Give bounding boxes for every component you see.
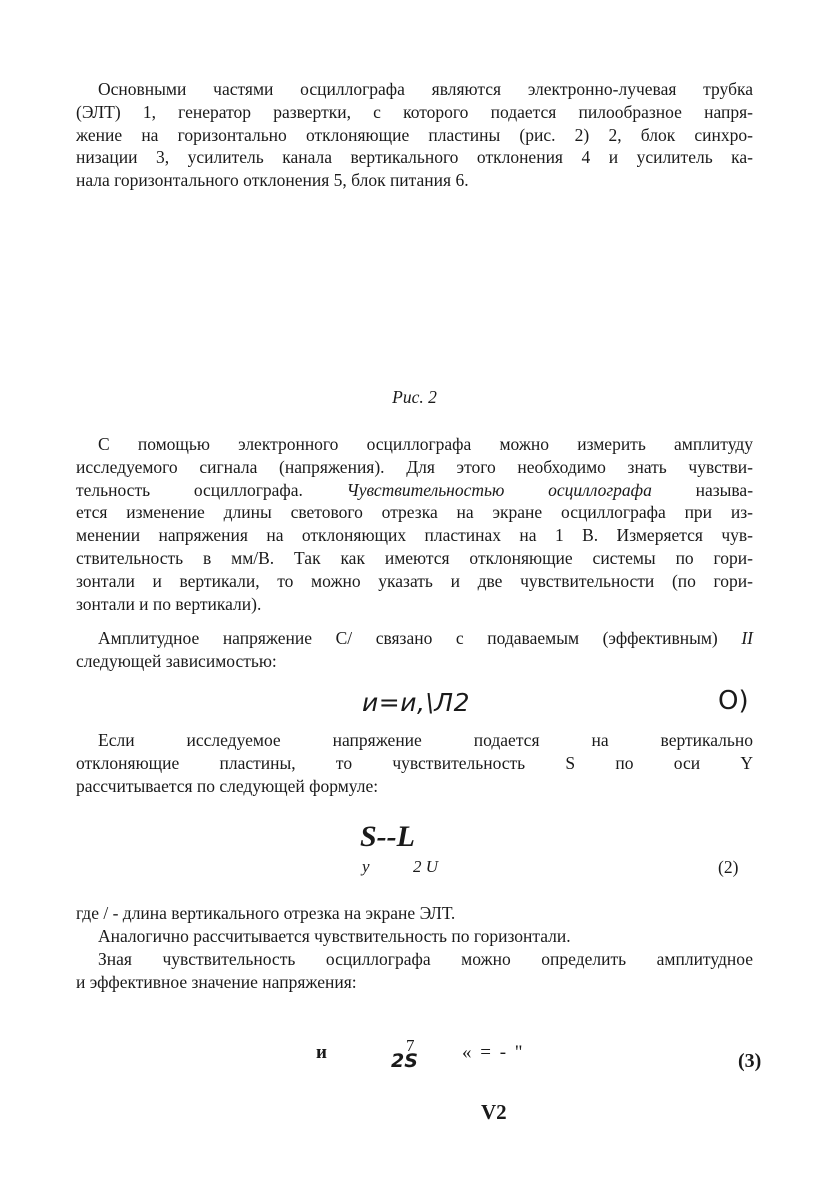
- text-line: менении напряжения на отклоняющих пластинах на 1 В. Измеряется чув-: [76, 525, 753, 546]
- text-line: Если исследуемое напряжение подается на вертикально: [98, 730, 753, 750]
- paragraph-horizontal: [76, 925, 753, 948]
- text-line: С помощью электронного осциллографа можно измерить амплитуду: [98, 434, 753, 454]
- paragraph-amplitude-effective: [76, 948, 753, 994]
- text-fragment: тельность осциллографа.: [76, 479, 303, 500]
- formula-3-denominator: 2S: [391, 1050, 418, 1072]
- text-line: [76, 627, 753, 650]
- text-line: исследуемого сигнала (напряжения). Для этого необходимо знать чувстви-: [76, 456, 753, 477]
- formula-2: S--L: [360, 820, 415, 853]
- text-line: жение на горизонтально отклоняющие пластины (рис. 2) 2, блок синхро-: [76, 124, 753, 145]
- text-line: и эффективное значение напряжения:: [76, 971, 357, 992]
- paragraph-definition: [76, 902, 753, 925]
- formula-2-subscript: у: [362, 857, 370, 876]
- text-line: ется изменение длины светового отрезка на экране осциллографа при из-: [76, 502, 753, 523]
- formula-1-number: О): [718, 686, 749, 716]
- paragraph-vertical-sensitivity: [76, 729, 753, 797]
- text-fragment: называ-: [695, 479, 754, 500]
- text-line: нала горизонтального отклонения 5, блок питания 6.: [76, 170, 469, 191]
- symbol-italic: II: [741, 628, 753, 648]
- formula-3-right: « = - ": [462, 1042, 525, 1063]
- text-line: Основными частями осциллографа являются электронно-лучевая трубка: [98, 79, 753, 99]
- text-line: следующей зависимостью:: [76, 650, 277, 671]
- formula-1: и=и,\Л2: [362, 688, 471, 717]
- formula-2-denominator: 2 U: [413, 857, 439, 876]
- formula-3-left: и: [316, 1042, 327, 1063]
- text-line: отклоняющие пластины, то чувствительность S по оси Y: [76, 752, 753, 773]
- formula-3-below: V2: [481, 1100, 507, 1124]
- text-line: зонтали и вертикали, то можно указать и две чувствительности (по гори-: [76, 570, 753, 591]
- text-line: ствительность в мм/В. Так как имеются отклоняющие системы по гори-: [76, 547, 753, 568]
- text-line: где / - длина вертикального отрезка на экране ЭЛТ.: [76, 903, 456, 923]
- formula-2-number: (2): [718, 857, 739, 877]
- paragraph-oscillograph-parts: [76, 78, 753, 192]
- text-line: рассчитывается по следующей формуле:: [76, 775, 379, 796]
- text-line: зонтали и по вертикали).: [76, 593, 262, 614]
- paragraph-sensitivity: [76, 433, 753, 615]
- text-line: [76, 479, 753, 502]
- formula-3-number: (3): [738, 1050, 762, 1072]
- text-fragment: Амплитудное напряжение С/ связано с подаваемым (эффективным): [98, 628, 718, 648]
- paragraph-amplitude: [76, 627, 753, 673]
- text-line: Аналогично рассчитывается чувствительность по горизонтали.: [98, 926, 571, 946]
- text-line: (ЭЛТ) 1, генератор развертки, с которого подается пилообразное напря-: [76, 101, 753, 122]
- text-line: низации 3, усилитель канала вертикального отклонения 4 и усилитель ка-: [76, 147, 753, 168]
- text-line: Зная чувствительность осциллографа можно определить амплитудное: [98, 949, 753, 969]
- term-italic: Чувствительностью осциллографа: [346, 479, 652, 500]
- formula-3-superscript: 7: [406, 1036, 415, 1055]
- figure-caption: Рис. 2: [392, 387, 437, 407]
